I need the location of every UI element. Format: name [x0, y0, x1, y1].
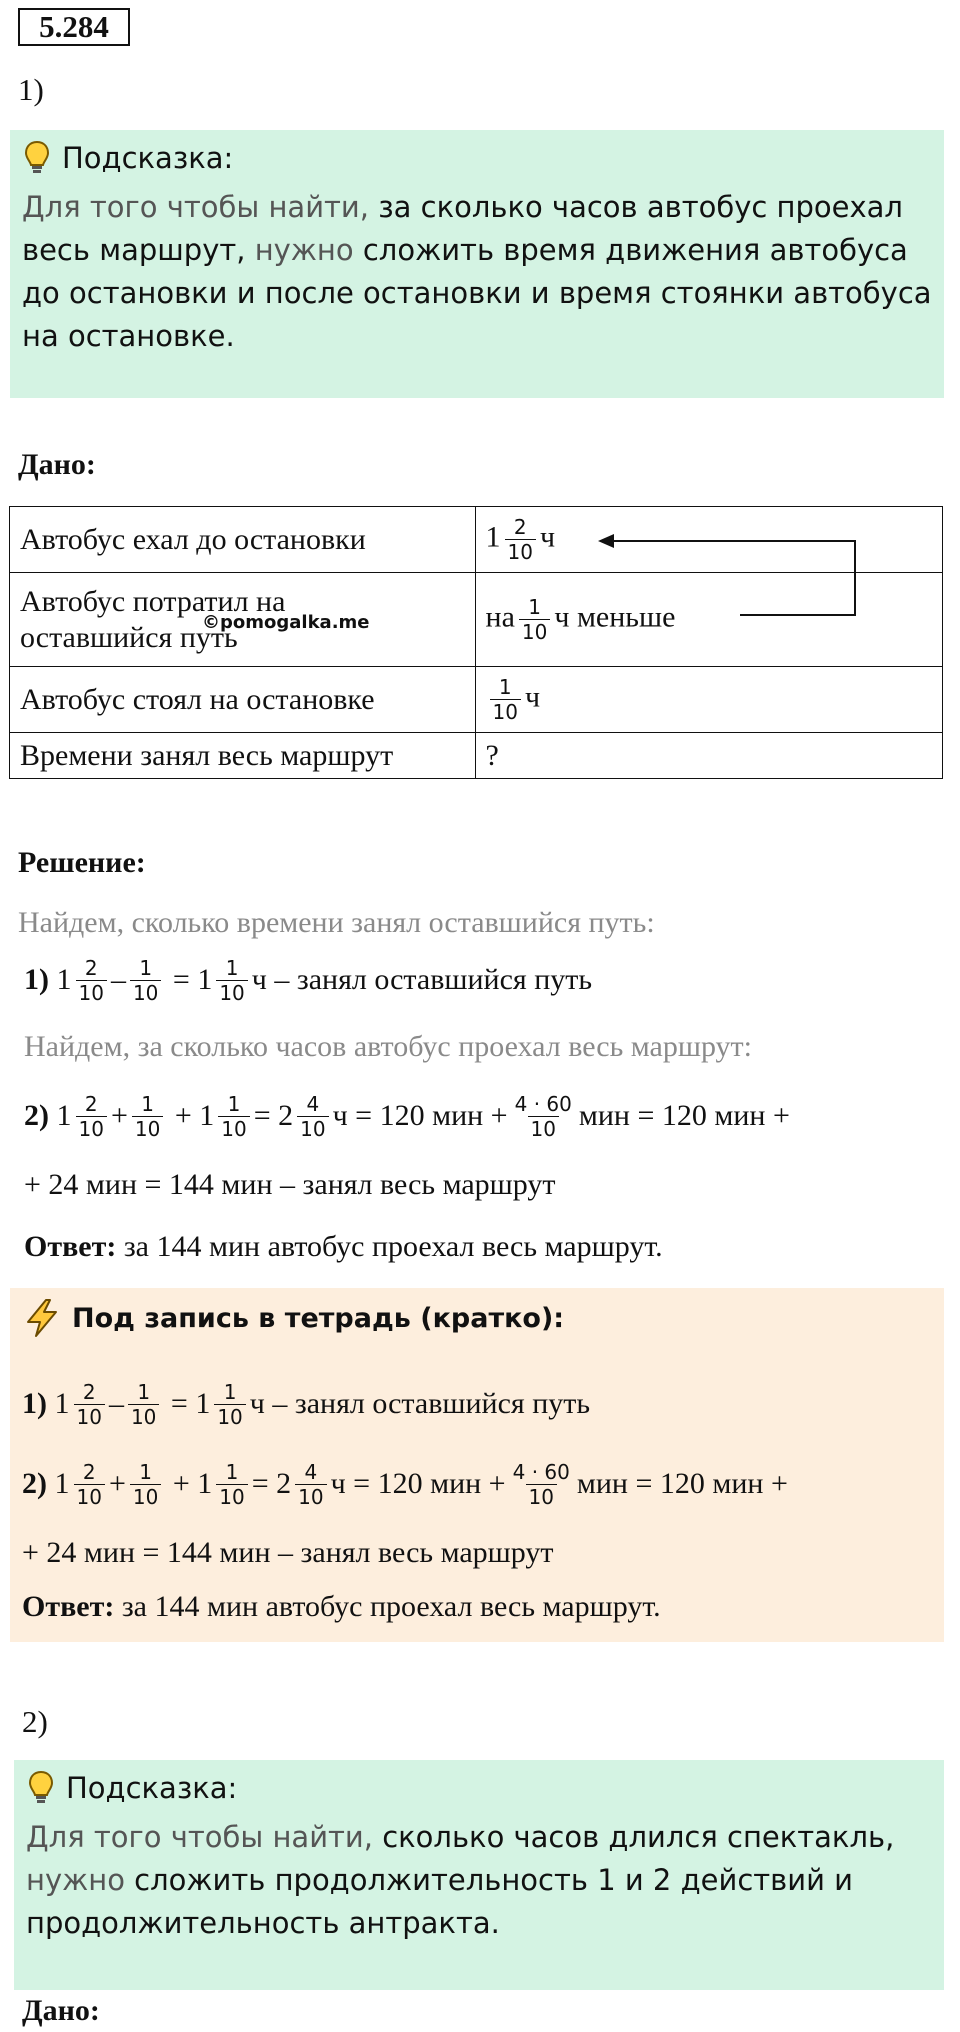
- short-step-2: 2) 1 $\frac{2}{10}$ + $\frac{1}{10}$ + 1 $\frac{1}{10}$ = 2 $\frac{4}{10}$ ч = 120 мин + $\frac{4 \cdot 60}{10}$ мин = 120 мин +: [22, 1459, 788, 1509]
- given-title: Дано:: [18, 448, 96, 481]
- fraction: $\frac{1}{10}$: [519, 595, 550, 644]
- part-1-label: 1): [18, 72, 44, 107]
- hint-box-2: [14, 1760, 944, 1990]
- short-note-title: Под запись в тетрадь (кратко):: [72, 1302, 565, 1334]
- table-cell: ?: [475, 733, 942, 779]
- step-2: 2) 1 $\frac{2}{10}$ + $\frac{1}{10}$ + 1 $\frac{1}{10}$ = 2 $\frac{4}{10}$ ч = 120 мин + $\frac{4 \cdot 60}{10}$ мин = 120 мин +: [24, 1091, 790, 1141]
- hint-header: [24, 140, 233, 176]
- table-cell: $\frac{1}{10}$ ч: [475, 667, 942, 733]
- hint-text-part: сложить продолжительность 1 и 2 действий и: [134, 1863, 854, 1897]
- given-title-2: Дано:: [22, 1994, 100, 2027]
- hint-text-part: сложить время движения автобуса до: [22, 233, 908, 310]
- table-row: [10, 733, 943, 779]
- hint-text: [22, 186, 942, 358]
- fraction: $\frac{2}{10}$: [505, 515, 536, 564]
- arrow-icon: [590, 525, 870, 625]
- step-1: 1) 1 $\frac{2}{10}$ – $\frac{1}{10}$ = 1 $\frac{1}{10}$ ч – занял оставшийся путь: [24, 955, 593, 1005]
- comment-1: Найдем, сколько времени занял оставшийся путь:: [18, 906, 655, 939]
- part-2-label: 2): [22, 1704, 48, 1739]
- table-cell: Автобус ехал до остановки: [10, 507, 476, 573]
- hint-text-part: за сколько часов автобус проехал весь: [22, 190, 903, 267]
- hint-title: Подсказка:: [62, 141, 234, 175]
- answer: Ответ: за 144 мин автобус проехал весь маршрут.: [24, 1230, 663, 1263]
- hint-title-2: Подсказка:: [66, 1771, 238, 1805]
- hint-text-part: продолжительность антракта.: [26, 1906, 500, 1940]
- short-answer: Ответ: за 144 мин автобус проехал весь маршрут.: [22, 1590, 661, 1623]
- hint-text-part: нужно: [26, 1863, 125, 1897]
- short-note-header: [24, 1298, 564, 1338]
- table-cell: Автобус стоял на остановке: [10, 667, 476, 733]
- hint-box: [10, 130, 944, 398]
- table-cell: Автобус потратил на оставшийся путь: [10, 573, 476, 667]
- short-step-1: 1) 1 $\frac{2}{10}$ – $\frac{1}{10}$ = 1 $\frac{1}{10}$ ч – занял оставшийся путь: [22, 1379, 591, 1429]
- task-number: 5.284: [18, 8, 130, 46]
- lightning-icon: [24, 1298, 60, 1338]
- step-2-line-2: + 24 мин = 144 мин – занял весь маршрут: [24, 1168, 556, 1201]
- hint-text-part: нужно: [254, 233, 354, 267]
- short-note-box: [10, 1288, 944, 1642]
- table-row: [10, 667, 943, 733]
- hint-text-part: сколько часов длился спектакль,: [382, 1820, 895, 1854]
- short-step-2-line-2: + 24 мин = 144 мин – занял весь маршрут: [22, 1536, 554, 1569]
- hint-text-part: маршрут,: [99, 233, 246, 267]
- lightbulb-icon: [24, 140, 50, 176]
- hint-text-part: остановке.: [67, 319, 235, 353]
- watermark: ©pomogalka.me: [202, 612, 370, 633]
- comment-2: Найдем, за сколько часов автобус проехал весь маршрут:: [24, 1030, 752, 1063]
- hint-text-part: Для того чтобы найти,: [26, 1820, 373, 1854]
- table-cell: 1 $\frac{2}{10}$ ч: [475, 507, 942, 573]
- fraction: $\frac{1}{10}$: [490, 675, 521, 724]
- hint-text-2: [26, 1816, 926, 1945]
- solution-title: Решение:: [18, 846, 146, 879]
- hint-text-part: Для того чтобы найти,: [22, 190, 369, 224]
- hint-header-2: [28, 1770, 237, 1806]
- table-cell: Времени занял весь маршрут: [10, 733, 476, 779]
- lightbulb-icon: [28, 1770, 54, 1806]
- hint-text-part: остановки и после остановки и время стоянки автобуса на: [22, 276, 932, 353]
- table-cell: на $\frac{1}{10}$ ч меньше: [475, 573, 942, 667]
